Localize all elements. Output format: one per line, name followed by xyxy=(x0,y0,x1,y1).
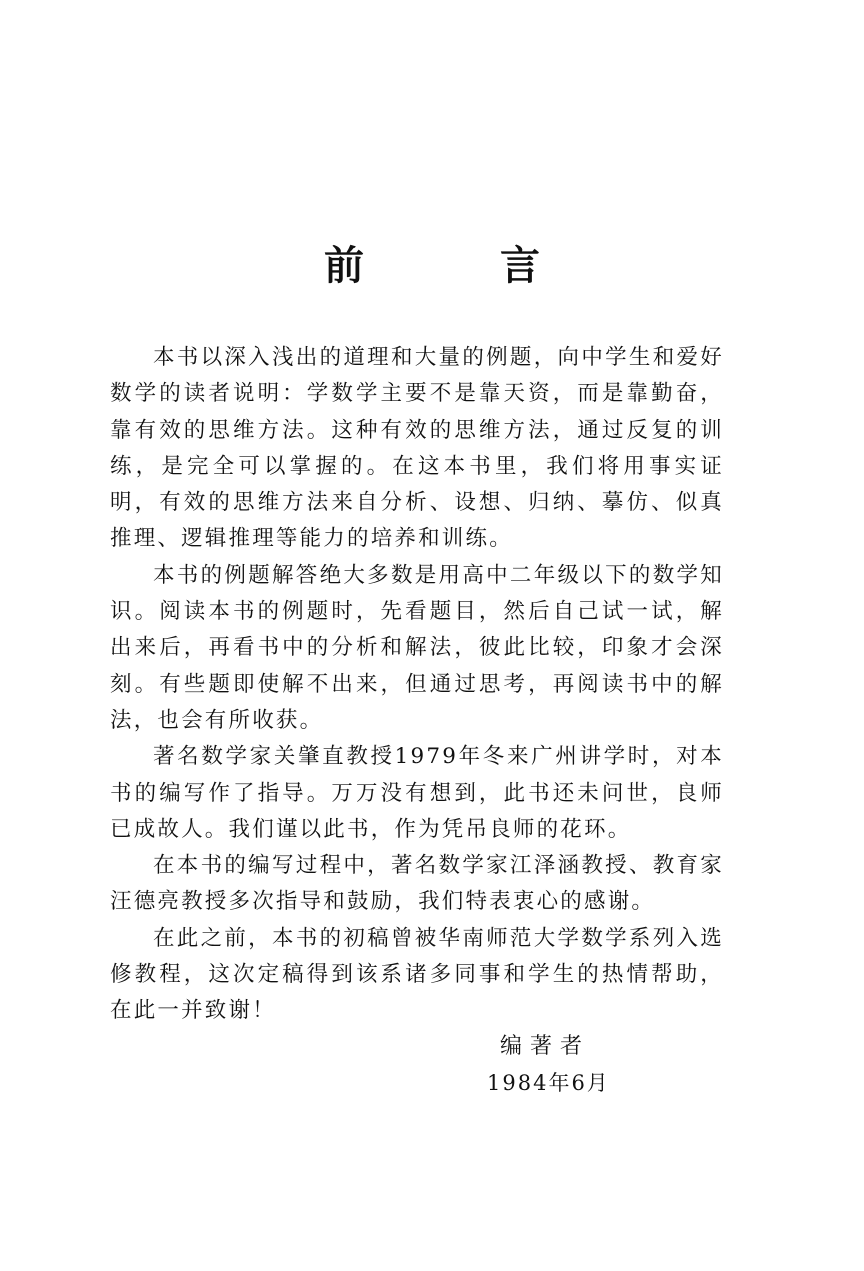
paragraph-4: 在本书的编写过程中，著名数学家江泽涵教授、教育家汪德亮教授多次指导和鼓励，我们特表衷心的感谢。 xyxy=(110,853,724,915)
signature-author: 编著者 xyxy=(500,1034,591,1059)
paragraph-5: 在此之前，本书的初稿曾被华南师范大学数学系列入选修教程，这次定稿得到该系诸多同事和学生的热情帮助，在此一并致谢！ xyxy=(110,925,724,1024)
paragraph-1: 本书以深入浅出的道理和大量的例题，向中学生和爱好数学的读者说明：学数学主要不是靠天资，而是靠勤奋，靠有效的思维方法。这种有效的思维方法，通过反复的训练，是完全可以掌握的。在这本书里，我们将用事实证明，有效的思维方法来自分析、设想、归纳、摹仿、似真推理、逻辑推理等能力的培养和训练。 xyxy=(110,345,724,552)
paragraph-2: 本书的例题解答绝大多数是用高中二年级以下的数学知识。阅读本书的例题时，先看题目，然后自己试一试，解出来后，再看书中的分析和解法，彼此比较，印象才会深刻。有些题即使解不出来，但通过思考，再阅读书中的解法，也会有所收获。 xyxy=(110,562,724,733)
paragraph-3: 著名数学家关肇直教授1979年冬来广州讲学时，对本书的编写作了指导。万万没有想到，此书还未问世，良师已成故人。我们谨以此书，作为凭吊良师的花环。 xyxy=(110,744,724,842)
preface-body xyxy=(110,340,724,1030)
page-title: 前 言 xyxy=(324,242,588,289)
signature-date: 1984年6月 xyxy=(487,1071,610,1095)
